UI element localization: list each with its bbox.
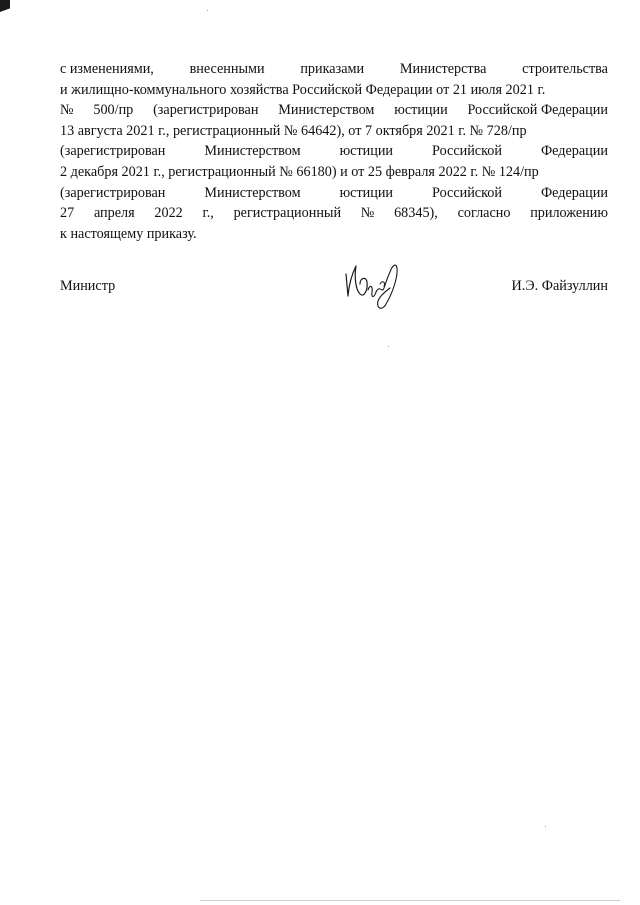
paragraph-line [60,141,608,162]
paragraph-line [60,162,608,183]
word: юстиции [339,184,394,201]
word: Федерации [540,143,608,160]
paragraph-line [60,121,608,142]
paragraph-line [60,224,608,245]
word: Министерством [278,102,375,119]
scan-speck [207,10,208,11]
word: приложению [530,205,608,222]
word: Министерством [204,143,301,160]
word: 2 декабря 2021 г., регистрационный № 66180) и от 25 февраля 2022 г. № 124/пр [60,163,539,180]
word: 13 августа 2021 г., регистрационный № 64642), от 7 октября 2021 г. № 728/пр [60,122,527,139]
word: регистрационный [233,205,342,222]
scan-speck [545,826,546,827]
paragraph-line [60,100,608,121]
signatory-title: Министр [60,278,116,294]
word: (зарегистрирован [153,102,259,119]
scan-edge-mark [0,0,10,26]
paragraph-line [60,203,608,224]
word: г., [202,205,214,222]
word: с изменениями, [60,61,154,77]
word: Министерства [399,61,487,77]
scan-speck [388,346,389,347]
handwritten-signature [340,254,410,316]
paragraph-line [60,183,608,204]
paragraph-line [60,59,608,80]
word: 27 [60,205,75,222]
word: Министерством [204,184,301,201]
word: Российской [432,184,502,201]
word: Российской [432,143,502,160]
word: 2022 [154,205,183,222]
word: № [60,102,74,119]
word: апреля [93,205,135,222]
word: и жилищно-коммунального хозяйства Российской Федерации от 21 июля 2021 г. [60,81,546,98]
signatory-name: И.Э. Файзуллин [511,278,608,294]
word: (зарегистрирован [60,184,166,201]
word: 500/пр [93,102,134,119]
word: (зарегистрирован [60,143,166,160]
word: 68345), [394,205,438,222]
word: внесенными [189,61,265,77]
paragraph-line [60,80,608,101]
word: строительства [522,61,608,77]
word: № [360,205,375,222]
word: юстиции [394,102,448,119]
word: приказами [300,61,365,77]
word: согласно [457,205,511,222]
scan-edge-line [200,900,620,901]
word: к настоящему приказу. [60,225,197,242]
word: Федерации [540,184,608,201]
body-paragraph [60,59,608,244]
word: юстиции [339,143,394,160]
word: Российской Федерации [467,102,608,119]
